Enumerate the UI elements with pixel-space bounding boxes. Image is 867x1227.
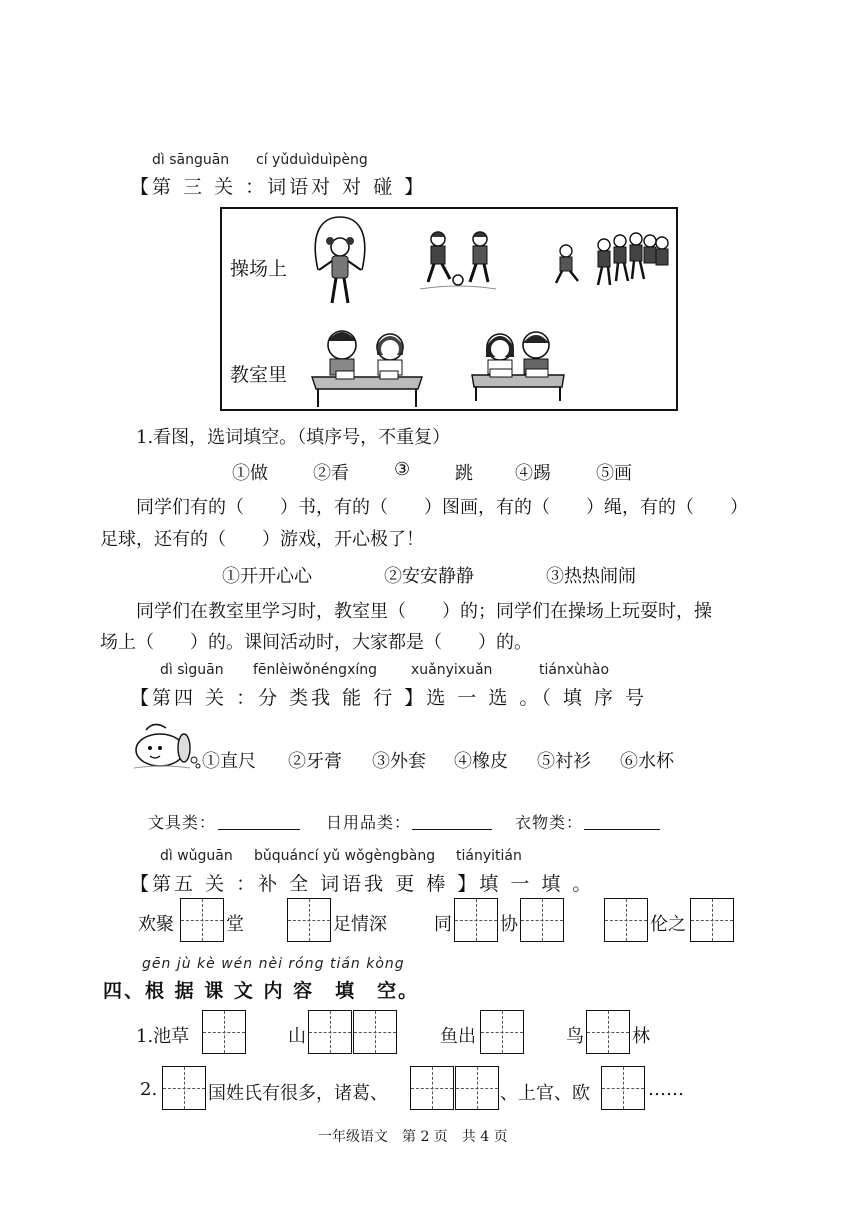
poem-blank-box-5[interactable] (586, 1010, 630, 1054)
classify-item-6: ⑥水杯 (620, 751, 674, 772)
category-daily-blank[interactable] (412, 829, 492, 830)
surname-ellipsis: …… (648, 1079, 684, 1100)
q1-fill-line-1: 同学们有的（ ）书，有的（ ）图画，有的（ ）绳，有的（ ） (136, 497, 748, 518)
adj-option-1: ①开开心心 (222, 566, 312, 587)
poem-char-fish: 鱼出 (440, 1026, 476, 1047)
section3-pinyin-1: dì sānguān (152, 152, 230, 168)
verb-option-4: ④踢 (515, 463, 551, 484)
idiom3-char-1: 同 (434, 914, 452, 935)
verb-option-5: ⑤画 (596, 463, 632, 484)
q1-heading: 1.看图，选词填空。（填序号，不重复） (136, 427, 451, 448)
section4-title: 【第四 关 ：分 类我 能 行 】选 一 选 。（ 填 序 号 (130, 687, 647, 709)
idiom4-blank-box-1[interactable] (604, 898, 648, 942)
scene-label-playground: 操场上 (230, 258, 288, 280)
q2-fill-line-1: 同学们在教室里学习时，教室里（ ）的；同学们在操场上玩耍时，操 (136, 601, 712, 622)
classify-item-2: ②牙膏 (288, 751, 342, 772)
page-footer: 一年级语文 第 2 页 共 4 页 (318, 1129, 508, 1145)
idiom4-middle: 伦之 (650, 914, 686, 935)
poem-char-forest: 林 (632, 1026, 650, 1047)
idiom1-prefix: 欢聚 (138, 914, 174, 935)
category-clothing-label: 衣物类： (515, 813, 584, 832)
idiom2-suffix: 足情深 (333, 914, 387, 935)
poem-char-mountain: 山 (288, 1026, 306, 1047)
verb-option-2: ②看 (313, 463, 349, 484)
surname-text-1: 国姓氏有很多，诸葛、 (208, 1083, 388, 1104)
playing-kids-group-illustration (552, 227, 674, 297)
classify-item-5: ⑤衬衫 (537, 751, 591, 772)
surname-blank-box-4[interactable] (601, 1066, 645, 1110)
part4-title: 四、根 据 课 文 内 容 填 空。 (103, 980, 420, 1002)
idiom4-blank-box-2[interactable] (690, 898, 734, 942)
jump-rope-girl-illustration (310, 215, 370, 313)
classify-item-4: ④橡皮 (454, 751, 508, 772)
category-stationery-label: 文具类： (148, 813, 217, 832)
adj-option-2: ②安安静静 (384, 566, 474, 587)
poem-blank-box-2[interactable] (308, 1010, 352, 1054)
section5-pinyin-1: dì wǔguān (160, 848, 233, 864)
q2-fill-line-2: 场上（ ）的。课间活动时，大家都是（ ）的。 (100, 632, 532, 653)
idiom3-blank-box-2[interactable] (520, 898, 564, 942)
idiom2-blank-box[interactable] (287, 898, 331, 942)
section5-pinyin-3: tiányitián (456, 848, 522, 864)
idiom3-blank-box-1[interactable] (454, 898, 498, 942)
section4-pinyin-2: fēnlèiwǒnéngxíng (253, 662, 378, 678)
scene-picture (220, 207, 678, 411)
adj-option-3: ③热热闹闹 (546, 566, 636, 587)
poem-blank-box-1[interactable] (202, 1010, 246, 1054)
cup-mascot-icon (132, 720, 202, 772)
section4-pinyin-4: tiánxùhào (539, 662, 610, 678)
section5-title: 【第五 关 ：补 全 词语我 更 棒 】填 一 填 。 (130, 873, 595, 895)
surname-blank-box-2[interactable] (410, 1066, 454, 1110)
section4-pinyin-3: xuǎnyixuǎn (411, 662, 493, 678)
surname-blank-box-1[interactable] (162, 1066, 206, 1110)
classroom-desk-reading-illustration (470, 325, 566, 401)
section3-pinyin-2: cí yǔduìduìpèng (256, 152, 368, 168)
classify-item-1: ①直尺 (202, 751, 256, 772)
classify-item-3: ③外套 (372, 751, 426, 772)
part4-pinyin: gēn jù kè wén nèi róng tián kòng (142, 956, 405, 972)
poem-line-prefix: 1.池草 (136, 1026, 190, 1047)
verb-option-1: ①做 (232, 463, 268, 484)
section5-pinyin-2: bǔquáncí yǔ wǒgèngbàng (254, 848, 436, 864)
section3-title: 【第 三 关 ：词语对 对 碰 】 (130, 176, 427, 198)
idiom3-char-2: 协 (500, 914, 518, 935)
surname-line-number: 2. (140, 1079, 158, 1100)
idiom1-suffix: 堂 (226, 914, 244, 935)
surname-text-2: 、上官、欧 (500, 1083, 590, 1104)
poem-blank-box-3[interactable] (353, 1010, 397, 1054)
scene-label-classroom: 教室里 (230, 364, 288, 386)
category-daily-label: 日用品类： (326, 813, 412, 832)
category-clothing-blank[interactable] (584, 829, 660, 830)
idiom1-blank-box[interactable] (180, 898, 224, 942)
section4-pinyin-1: dì sìguān (160, 662, 224, 678)
verb-option-3-number: ③ (394, 459, 411, 480)
football-kids-illustration (418, 227, 498, 297)
surname-blank-box-3[interactable] (455, 1066, 499, 1110)
category-stationery-blank[interactable] (218, 829, 300, 830)
classroom-desk-drawing-illustration (308, 325, 426, 409)
q1-fill-line-2: 足球，还有的（ ）游戏，开心极了！ (100, 529, 424, 550)
verb-option-3-word: 跳 (455, 463, 473, 484)
poem-char-bird: 鸟 (566, 1026, 584, 1047)
poem-blank-box-4[interactable] (480, 1010, 524, 1054)
